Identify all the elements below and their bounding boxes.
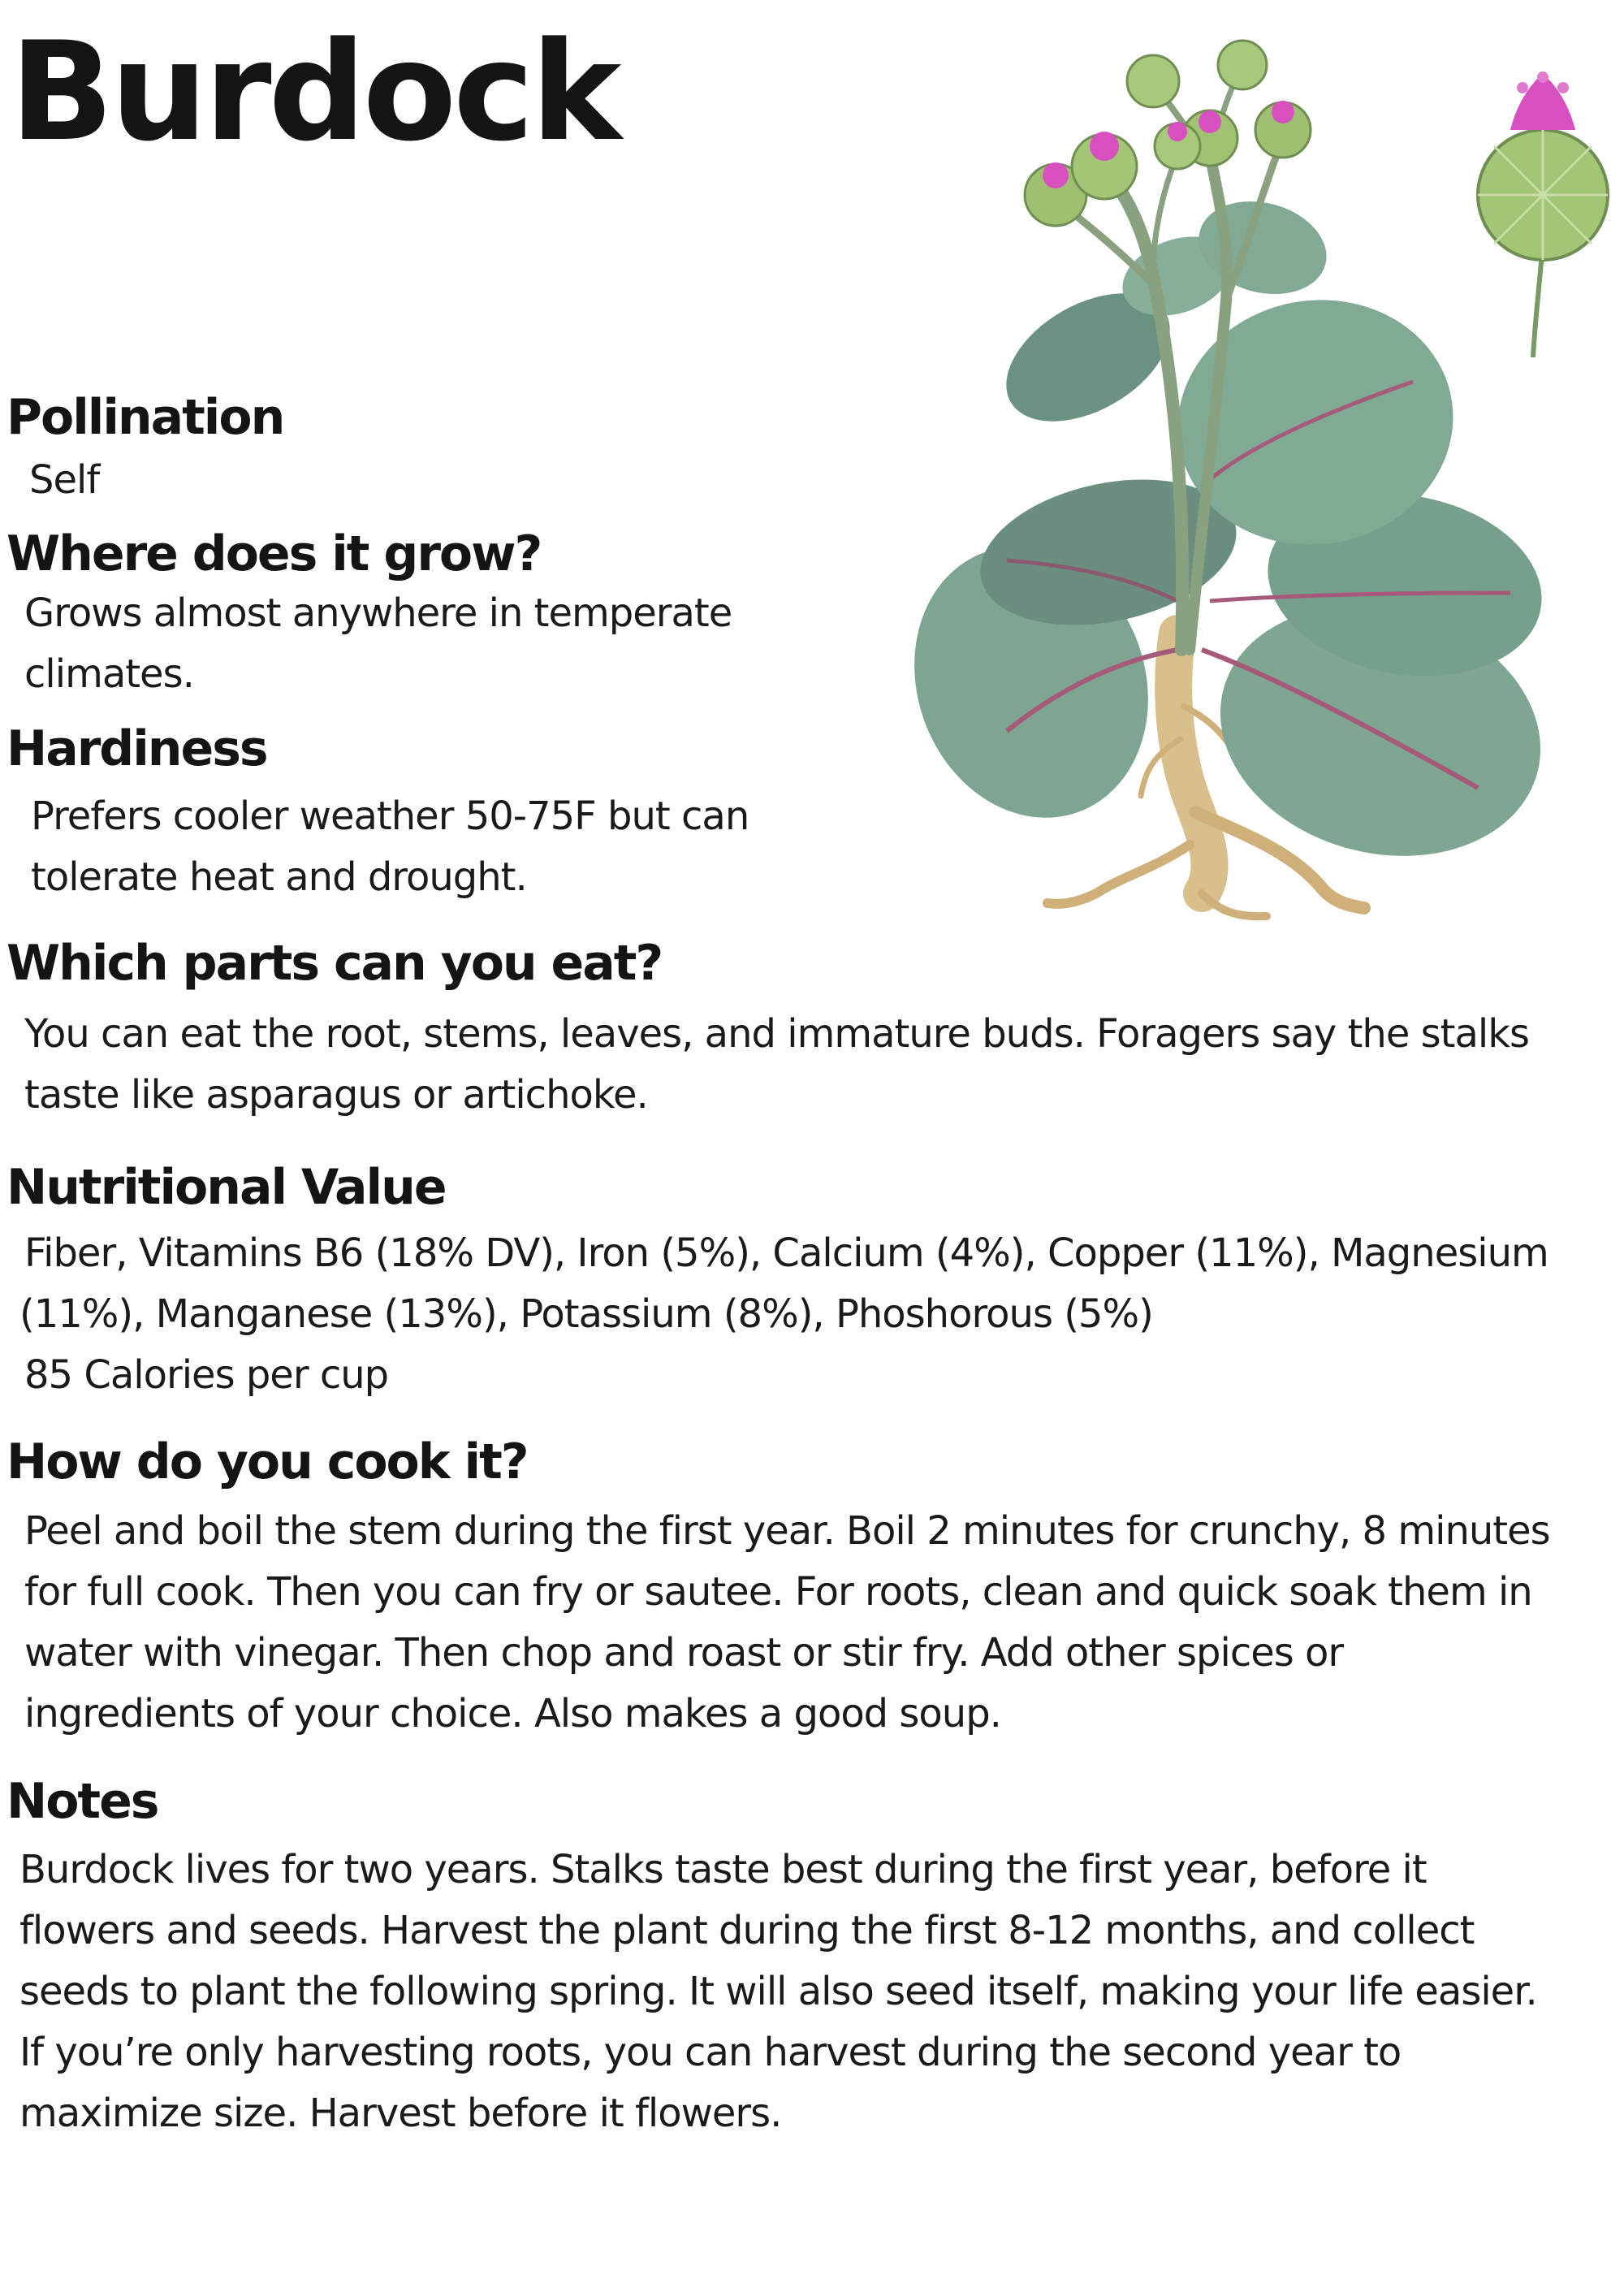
eat-text-line-1: You can eat the root, stems, leaves, and immature buds. Foragers say the stalks <box>24 1011 1529 1057</box>
hardiness-heading: Hardiness <box>6 720 267 777</box>
burr-flower-detail <box>1478 71 1608 357</box>
eat-text-line-2: taste like asparagus or artichoke. <box>24 1072 648 1118</box>
nutrition-text-line-1: Fiber, Vitamins B6 (18% DV), Iron (5%), Calcium (4%), Copper (11%), Magnesium <box>24 1230 1548 1276</box>
burdock-plant-illustration <box>909 32 1624 926</box>
nutrition-heading: Nutritional Value <box>6 1159 446 1216</box>
pollination-heading: Pollination <box>6 389 284 446</box>
nutrition-text-line-2: (11%), Manganese (13%), Potassium (8%), Phoshorous (5%) <box>19 1291 1153 1337</box>
leaves <box>909 188 1569 890</box>
flower-heads <box>1025 41 1311 226</box>
notes-text-line-4: If you’re only harvesting roots, you can harvest during the second year to <box>19 2030 1402 2075</box>
nutrition-text-line-3: 85 Calories per cup <box>24 1352 389 1398</box>
where-heading: Where does it grow? <box>6 525 542 582</box>
cook-text-line-4: ingredients of your choice. Also makes a good soup. <box>24 1691 1001 1736</box>
page-title: Burdock <box>10 12 619 171</box>
cook-text-line-3: water with vinegar. Then chop and roast or stir fry. Add other spices or <box>24 1630 1344 1676</box>
notes-text-line-1: Burdock lives for two years. Stalks taste best during the first year, before it <box>19 1847 1427 1892</box>
where-text-line-1: Grows almost anywhere in temperate <box>24 590 732 636</box>
notes-text-line-2: flowers and seeds. Harvest the plant during the first 8-12 months, and collect <box>19 1908 1475 1953</box>
cook-heading: How do you cook it? <box>6 1434 528 1490</box>
where-text-line-2: climates. <box>24 651 194 697</box>
notes-text-line-3: seeds to plant the following spring. It will also seed itself, making your life easier. <box>19 1969 1537 2014</box>
notes-heading: Notes <box>6 1773 158 1830</box>
cook-text-line-2: for full cook. Then you can fry or sautee. For roots, clean and quick soak them in <box>24 1569 1532 1615</box>
pollination-text: Self <box>29 457 100 503</box>
cook-text-line-1: Peel and boil the stem during the first year. Boil 2 minutes for crunchy, 8 minutes <box>24 1508 1550 1554</box>
eat-heading: Which parts can you eat? <box>6 935 663 992</box>
notes-text-line-5: maximize size. Harvest before it flowers. <box>19 2091 782 2136</box>
hardiness-text-line-2: tolerate heat and drought. <box>31 854 527 900</box>
hardiness-text-line-1: Prefers cooler weather 50-75F but can <box>31 794 749 839</box>
